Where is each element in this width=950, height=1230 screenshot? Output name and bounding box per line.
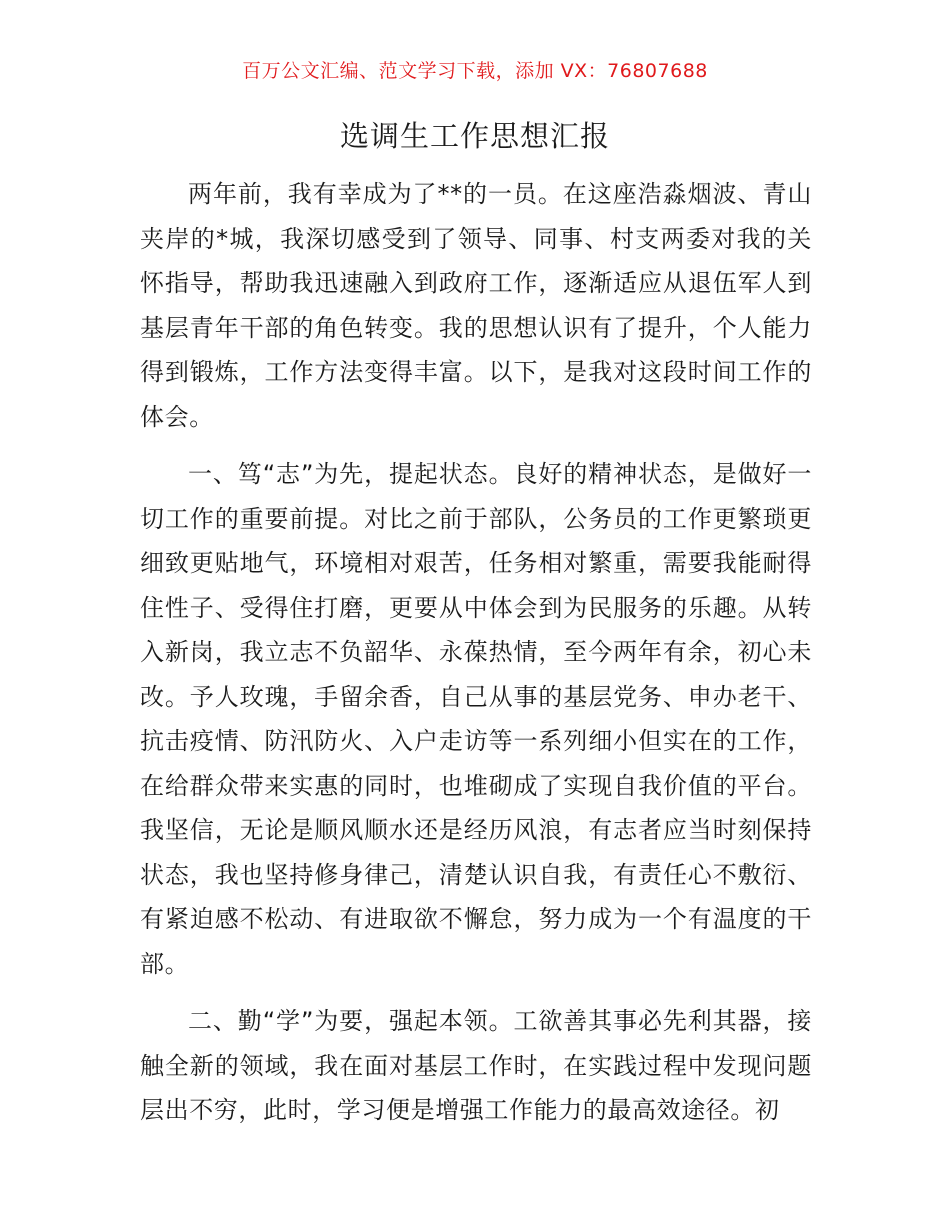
paragraph-section-2: 二、勤“学”为要，强起本领。工欲善其事必先利其器，接触全新的领域，我在面对基层工作时，在实践过程中发现问题层出不穷，此时，学习便是增强工作能力的最高效途径。初 [140, 1007, 812, 1124]
document-title: 选调生工作思想汇报 [339, 119, 610, 153]
paragraph-intro: 两年前，我有幸成为了**的一员。在这座浩淼烟波、青山夹岸的*城，我深切感受到了领导、同事、村支两委对我的关怀指导，帮助我迅速融入到政府工作，逐渐适应从退伍军人到基层青年干部的角色转变。我的思想认识有了提升，个人能力得到锻炼，工作方法变得丰富。以下，是我对这段时间工作的体会。 [140, 180, 812, 431]
document-body [140, 172, 812, 1146]
watermark-banner: 百万公文汇编、范文学习下载，添加 VX：76807688 [242, 60, 708, 82]
paragraph-section-1: 一、笃“志”为先，提起状态。良好的精神状态，是做好一切工作的重要前提。对比之前于部队，公务员的工作更繁琐更细致更贴地气，环境相对艰苦，任务相对繁重，需要我能耐得住性子、受得住打磨，更要从中体会到为民服务的乐趣。从转入新岗，我立志不负韶华、永葆热情，至今两年有余，初心未改。予人玫瑰，手留余香，自己从事的基层党务、申办老干、抗击疫情、防汛防火、入户走访等一系列细小但实在的工作，在给群众带来实惠的同时，也堆砌成了实现自我价值的平台。我坚信，无论是顺风顺水还是经历风浪，有志者应当时刻保持状态，我也坚持修身律己，清楚认识自我，有责任心不敷衍、有紧迫感不松动、有进取欲不懈怠，努力成为一个有温度的干部。 [140, 460, 812, 978]
